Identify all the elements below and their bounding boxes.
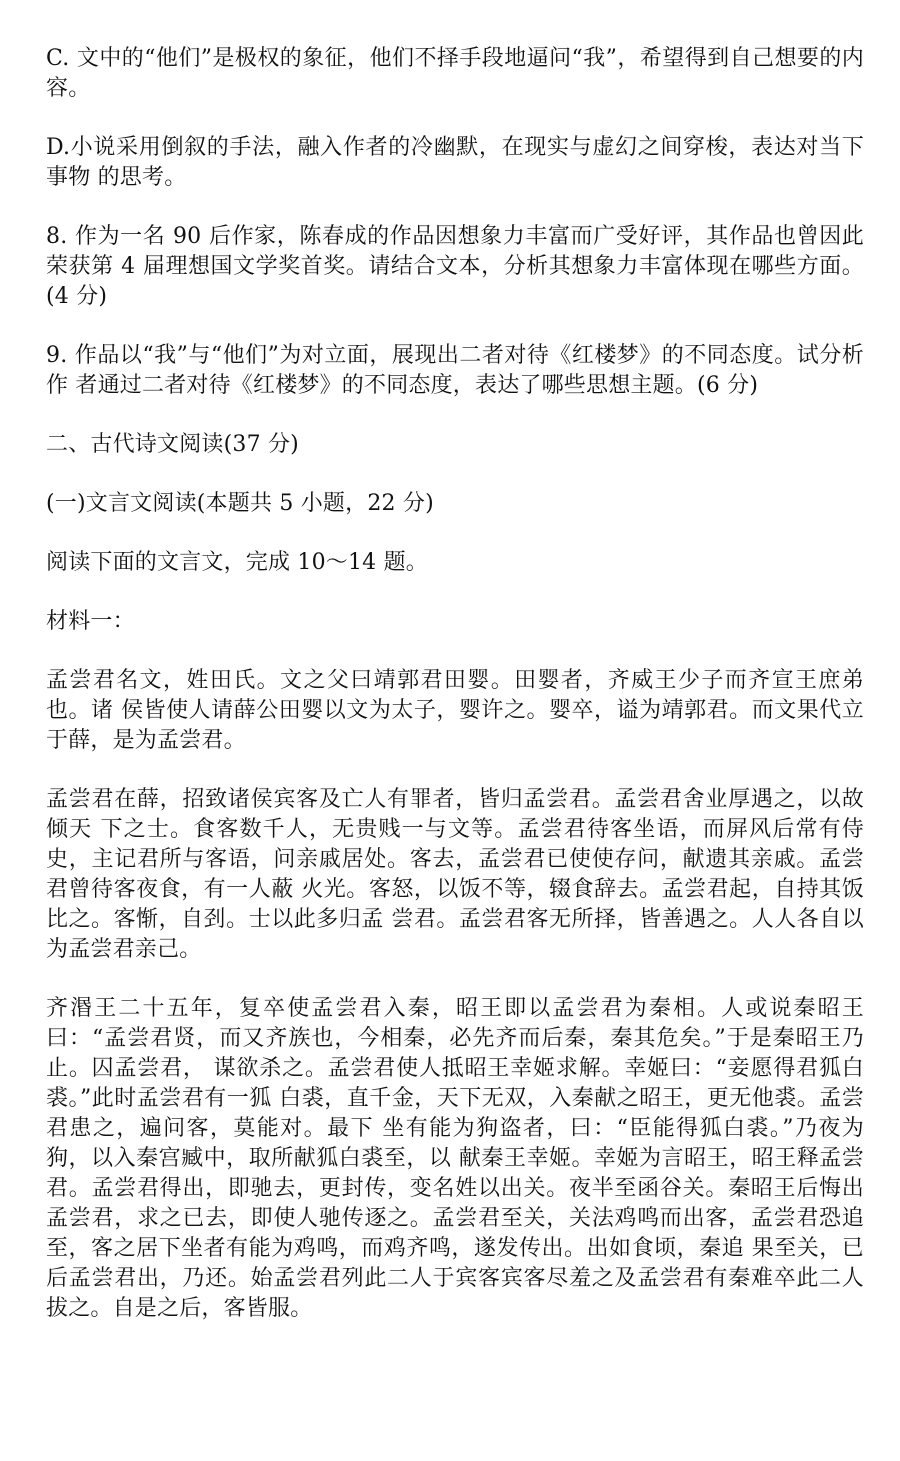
classical-text-paragraph: 孟尝君名文，姓田氏。文之父曰靖郭君田婴。田婴者，齐威王少子而齐宣王庶弟也。诸 侯皆使人请薛公田婴以文为太子，婴许之。婴卒，谥为靖郭君。而文果代立于薛，是为孟尝君。 — [46, 668, 864, 753]
subsection-heading: (一)文言文阅读(本题共 5 小题，22 分) — [46, 491, 434, 516]
material-label: 材料一： — [46, 609, 135, 634]
question-9-paragraph: 9. 作品以“我”与“他们”为对立面，展现出二者对待《红楼梦》的不同态度。试分析作 者通过二者对待《红楼梦》的不同态度，表达了哪些思想主题。(6 分) — [46, 343, 864, 398]
document-page — [46, 44, 864, 1324]
classical-text-paragraph: 齐湣王二十五年，复卒使孟尝君入秦，昭王即以孟尝君为秦相。人或说秦昭王曰：“孟尝君贤，而又齐族也，今相秦，必先齐而后秦，秦其危矣。”于是秦昭王乃止。囚孟尝君， 谋欲杀之。孟尝君使人抵昭王幸姬求解。幸姬曰：“妾愿得君狐白裘。”此时孟尝君有一狐 白裘，直千金，天下无双，入秦献之昭王，更无他裘。孟尝君患之，遍问客，莫能对。最下 坐有能为狗盗者，曰：“臣能得狐白裘。”乃夜为狗，以入秦宫臧中，取所献狐白裘至，以 献秦王幸姬。幸姬为言昭王，昭王释孟尝君。孟尝君得出，即驰去，更封传，变名姓以出关。夜半至函谷关。秦昭王后悔出孟尝君，求之已去，即使人驰传逐之。孟尝君至关，关法鸡鸣而出客，孟尝君恐追至，客之居下坐者有能为鸡鸣，而鸡齐鸣，遂发传出。出如食顷，秦追 果至关，已后孟尝君出，乃还。始孟尝君列此二人于宾客宾客尽羞之及孟尝君有秦难卒此二人拔之。自是之后，客皆服。 — [46, 996, 864, 1321]
classical-text-paragraph: 孟尝君在薛，招致诸侯宾客及亡人有罪者，皆归孟尝君。孟尝君舍业厚遇之，以故倾天 下之士。食客数千人，无贵贱一与文等。孟尝君待客坐语，而屏风后常有侍史，主记君所与客语，问亲戚居处。客去，孟尝君已使使存问，献遗其亲戚。孟尝君曾待客夜食，有一人蔽 火光。客怒，以饭不等，辍食辞去。孟尝君起，自持其饭比之。客惭，自刭。士以此多归孟 尝君。孟尝君客无所择，皆善遇之。人人各自以为孟尝君亲己。 — [46, 787, 864, 962]
question-8-paragraph: 8. 作为一名 90 后作家，陈春成的作品因想象力丰富而广受好评，其作品也曾因此荣获第 4 届理想国文学奖首奖。请结合文本，分析其想象力丰富体现在哪些方面。(4 分) — [46, 224, 864, 309]
option-d-paragraph: D.小说采用倒叙的手法，融入作者的冷幽默，在现实与虚幻之间穿梭，表达对当下事物 的思考。 — [46, 135, 864, 190]
instruction-paragraph: 阅读下面的文言文，完成 10～14 题。 — [46, 550, 428, 575]
section-heading: 二、古代诗文阅读(37 分) — [46, 432, 299, 457]
option-c-paragraph: C. 文中的“他们”是极权的象征，他们不择手段地逼问“我”，希望得到自己想要的内容。 — [46, 46, 864, 101]
